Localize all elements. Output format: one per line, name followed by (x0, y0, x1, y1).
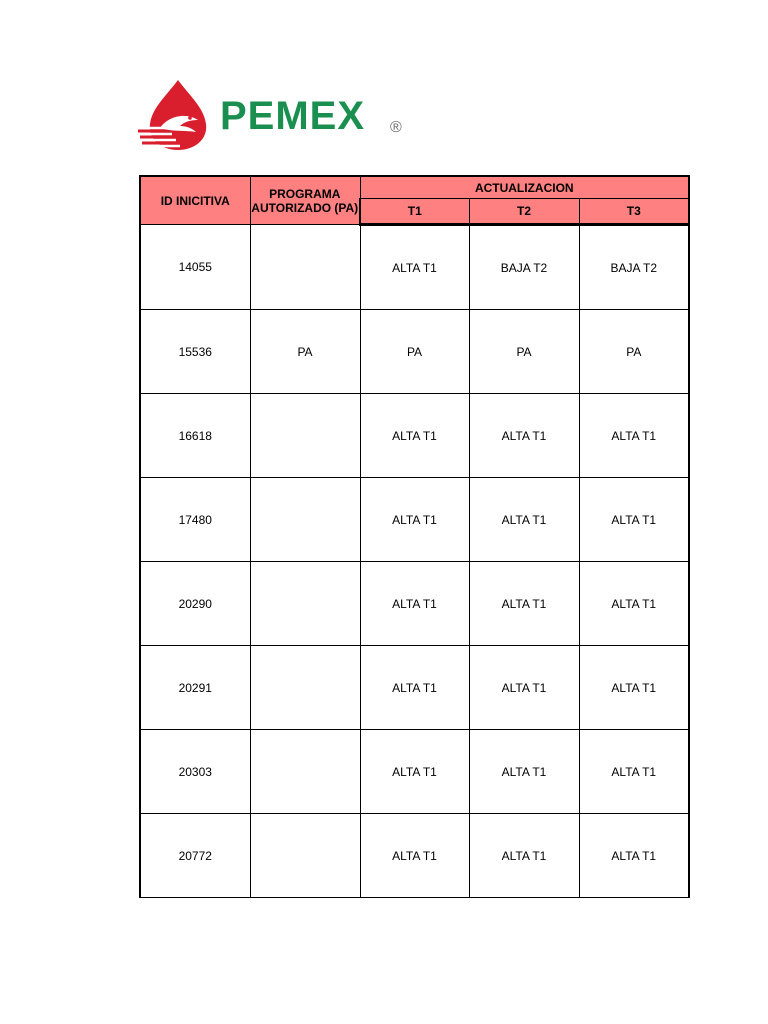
table-row (140, 225, 689, 310)
header-t2: T2 (469, 199, 579, 225)
table-row (140, 646, 689, 730)
registered-mark: ® (390, 119, 402, 136)
cell-id: 20290 (140, 562, 250, 646)
table-row (140, 814, 689, 898)
cell-t3: PA (579, 310, 689, 394)
cell-t3: BAJA T2 (579, 225, 689, 310)
cell-t2: ALTA T1 (469, 562, 579, 646)
cell-t2: ALTA T1 (469, 814, 579, 898)
cell-t2: PA (469, 310, 579, 394)
cell-t1: ALTA T1 (360, 646, 469, 730)
cell-t1: ALTA T1 (360, 562, 469, 646)
cell-t2: ALTA T1 (469, 478, 579, 562)
cell-pa (250, 478, 360, 562)
cell-id: 17480 (140, 478, 250, 562)
cell-t3: ALTA T1 (579, 562, 689, 646)
header-programa-autorizado: PROGRAMA AUTORIZADO (PA) (250, 176, 360, 225)
header-actualizacion: ACTUALIZACION (360, 176, 689, 199)
cell-t1: PA (360, 310, 469, 394)
brand-wordmark: PEMEX (220, 94, 366, 138)
cell-t2: BAJA T2 (469, 225, 579, 310)
table-row (140, 562, 689, 646)
cell-pa (250, 814, 360, 898)
cell-id: 14055 (140, 225, 250, 310)
cell-t2: ALTA T1 (469, 730, 579, 814)
cell-t3: ALTA T1 (579, 478, 689, 562)
table-row (140, 310, 689, 394)
cell-id: 15536 (140, 310, 250, 394)
cell-t1: ALTA T1 (360, 814, 469, 898)
header-t3: T3 (579, 199, 689, 225)
cell-pa (250, 730, 360, 814)
cell-pa (250, 646, 360, 730)
table-row (140, 730, 689, 814)
cell-id: 20291 (140, 646, 250, 730)
cell-id: 20303 (140, 730, 250, 814)
cell-t3: ALTA T1 (579, 646, 689, 730)
actualization-table (139, 175, 690, 898)
cell-t3: ALTA T1 (579, 814, 689, 898)
eagle-drop-icon (138, 78, 214, 152)
cell-t1: ALTA T1 (360, 225, 469, 310)
cell-pa (250, 394, 360, 478)
header-t1: T1 (360, 199, 469, 225)
cell-pa (250, 562, 360, 646)
header-row-group (140, 176, 689, 199)
cell-id: 16618 (140, 394, 250, 478)
table-row (140, 478, 689, 562)
cell-t1: ALTA T1 (360, 730, 469, 814)
cell-pa: PA (250, 310, 360, 394)
cell-t1: ALTA T1 (360, 478, 469, 562)
cell-id: 20772 (140, 814, 250, 898)
cell-t3: ALTA T1 (579, 730, 689, 814)
cell-pa (250, 225, 360, 310)
header-id-inicitiva: ID INICITIVA (140, 176, 250, 225)
cell-t2: ALTA T1 (469, 394, 579, 478)
cell-t3: ALTA T1 (579, 394, 689, 478)
cell-t1: ALTA T1 (360, 394, 469, 478)
pemex-logo (138, 78, 418, 152)
cell-t2: ALTA T1 (469, 646, 579, 730)
table-row (140, 394, 689, 478)
